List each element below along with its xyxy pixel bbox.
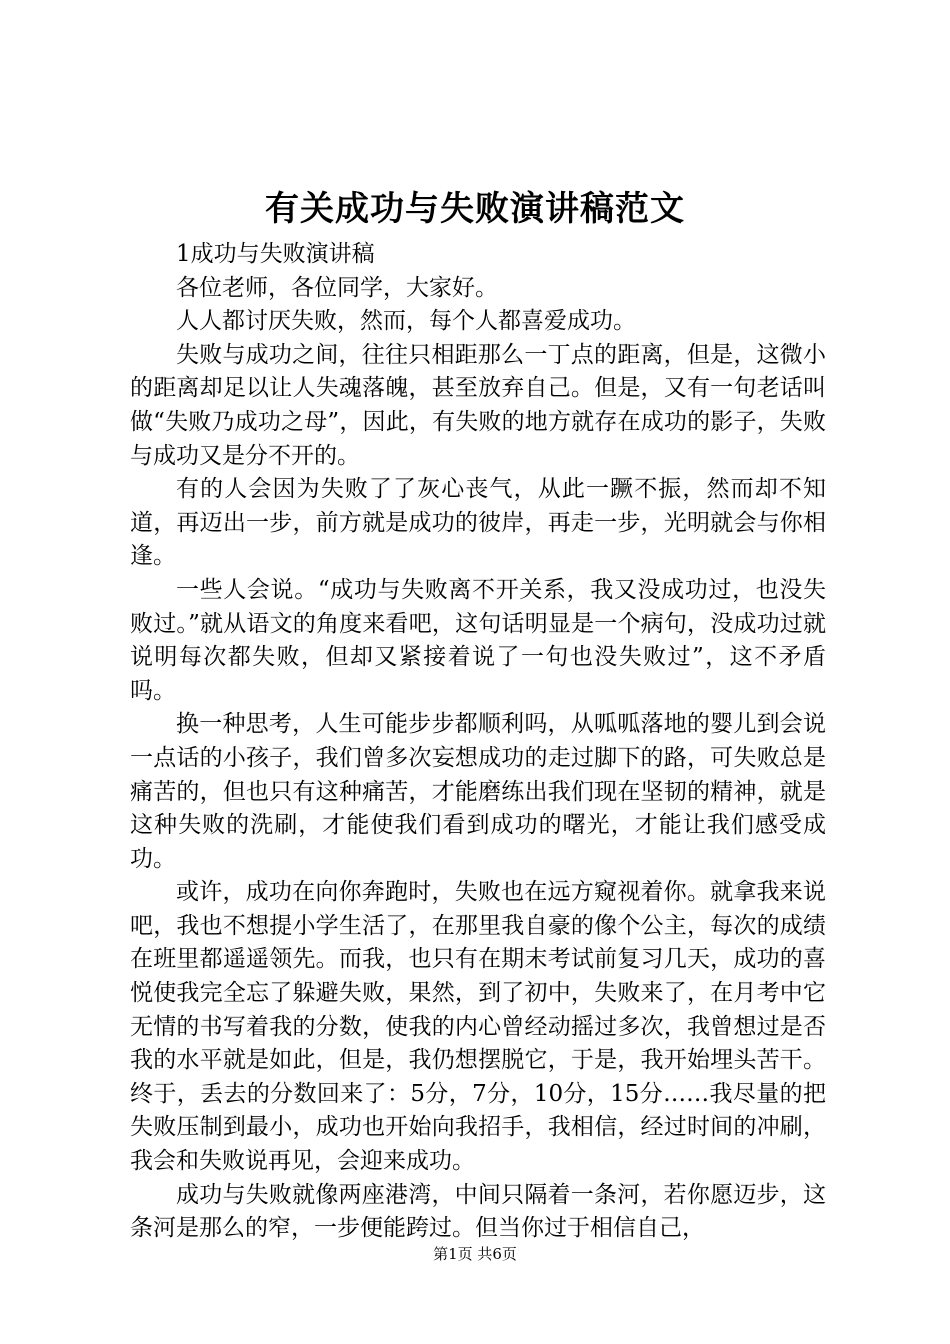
document-title: 有关成功与失败演讲稿范文: [265, 189, 685, 229]
page-footer: [0, 1244, 950, 1264]
paragraph: 有的人会因为失败了了灰心丧气，从此一蹶不振，然而却不知道，再迈出一步，前方就是成功的彼岸，再走一步，光明就会与你相逢。: [130, 476, 826, 570]
paragraph: 一些人会说。“成功与失败离不开关系，我又没成功过，也没失败过。”就从语文的角度来看吧，这句话明显是一个病句，没成功过就说明每次都失败，但却又紧接着说了一句也没失败过”，这不矛盾吗。: [130, 576, 826, 704]
document-body: [130, 238, 826, 1246]
paragraph: 换一种思考，人生可能步步都顺利吗，从呱呱落地的婴儿到会说一点话的小孩子，我们曾多次妄想成功的走过脚下的路，可失败总是痛苦的，但也只有这种痛苦，才能磨练出我们现在坚韧的精神，就是这种失败的洗刷，才能使我们看到成功的曙光，才能让我们感受成功。: [130, 711, 826, 872]
paragraph: 或许，成功在向你奔跑时，失败也在远方窥视着你。就拿我来说吧，我也不想提小学生活了，在那里我自豪的像个公主，每次的成绩在班里都遥遥领先。而我，也只有在期末考试前复习几天，成功的喜悦使我完全忘了躲避失败，果然，到了初中，失败来了，在月考中它无情的书写着我的分数，使我的内心曾经动摇过多次，我曾想过是否我的水平就是如此，但是，我仍想摆脱它，于是，我开始埋头苦干。终于，丢去的分数回来了：5分，7分，10分，15分……我尽量的把失败压制到最小，成功也开始向我招手，我相信，经过时间的冲刷，我会和失败说再见，会迎来成功。: [130, 879, 826, 1175]
paragraph: 人人都讨厌失败，然而，每个人都喜爱成功。: [176, 308, 636, 335]
paragraph-heading: 1成功与失败演讲稿: [176, 241, 375, 267]
paragraph-greeting: 各位老师，各位同学，大家好。: [176, 274, 498, 301]
paragraph: 成功与失败就像两座港湾，中间只隔着一条河，若你愿迈步，这条河是那么的窄，一步便能跨过。但当你过于相信自己，: [130, 1181, 826, 1242]
paragraph: 失败与成功之间，往往只相距那么一丁点的距离，但是，这微小的距离却足以让人失魂落魄，甚至放弃自己。但是，又有一句老话叫做“失败乃成功之母”，因此，有失败的地方就存在成功的影子，失败与成功又是分不开的。: [130, 341, 826, 469]
page-number-label: 第1页 共6页: [433, 1245, 517, 1263]
